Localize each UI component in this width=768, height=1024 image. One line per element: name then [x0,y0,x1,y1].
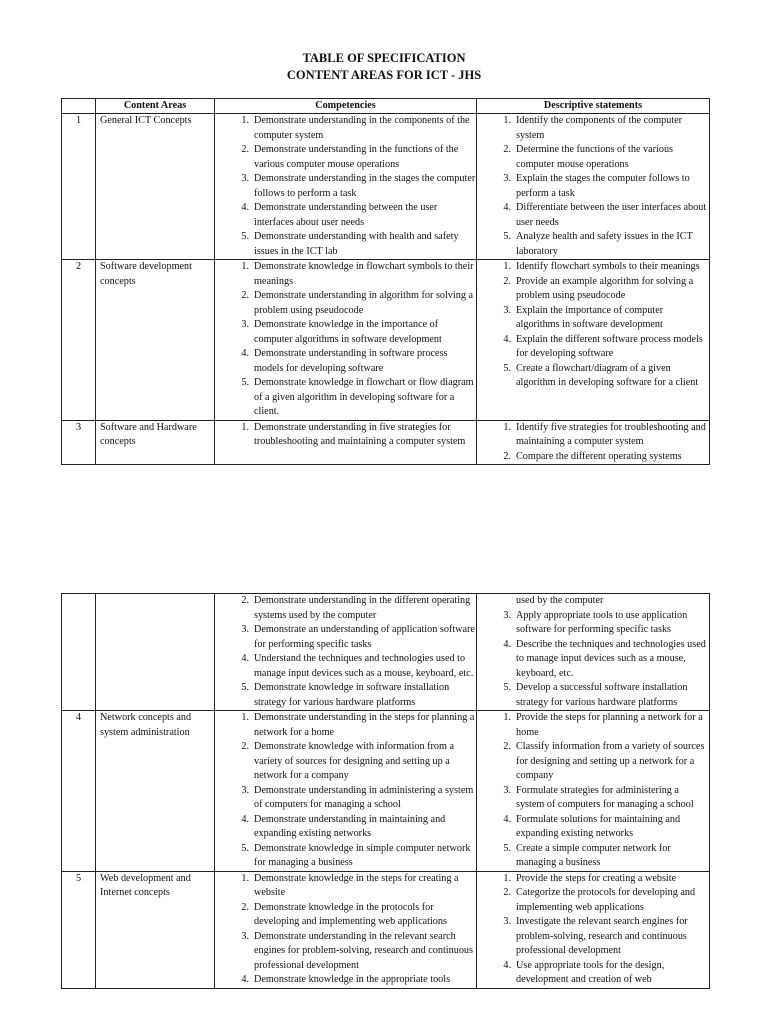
descriptive-statements-cell [477,420,710,465]
content-area: Software development concepts [96,260,215,421]
descriptive-statements-list [495,421,709,465]
list-item-number: 2. [241,595,249,606]
competencies-list [233,260,476,420]
list-item [233,421,476,450]
list-item-number: 3. [503,304,511,316]
list-item-number: 3. [241,319,249,330]
list-item-text: Identify five strategies for troubleshooting and maintaining a computer system [516,421,706,447]
list-item-text: Demonstrate understanding in the stages the computer follows to perform a task [254,173,476,199]
list-item-text: Demonstrate knowledge with information from a variety of sources for designing and setting up a network for a company [254,741,455,781]
list-item-number: 2. [503,275,511,287]
row-number: 1 [62,114,96,260]
table-row [62,594,710,711]
list-item [233,230,476,259]
list-item-number: 3. [241,784,249,796]
list-item-number: 5. [241,682,249,693]
list-item-text: Create a flowchart/diagram of a given algorithm in developing software for a client [516,362,699,388]
list-item [233,594,476,623]
list-item-text: Identify the components of the computer system [516,115,683,141]
list-item [495,959,709,988]
list-item-text: Determine the functions of the various computer mouse operations [516,144,674,170]
list-item-number: 3. [241,173,249,184]
list-item-number: 5. [503,231,511,242]
list-item-text: Demonstrate understanding in the steps for planning a network for a home [254,712,475,738]
list-item-text: Demonstrate understanding in the components of the computer system [254,115,470,141]
competencies-list [233,872,476,988]
competencies-list [233,594,476,710]
descriptive-statements-cell [477,260,710,421]
list-item-text: Demonstrate knowledge in the steps for creating a website [254,872,459,898]
list-item-text: Demonstrate knowledge in flowchart symbols to their meanings [254,261,474,287]
list-item-number: 3. [241,930,249,942]
list-item [495,784,709,813]
list-item-number: 4. [241,202,249,213]
list-item-number: 4. [503,333,511,345]
list-item-number: 2. [503,144,511,155]
list-item [495,114,709,143]
list-item-number: 4. [241,813,249,825]
list-item-number: 5. [241,231,249,242]
list-item-text: Understand the techniques and technologies used to manage input devices such as a mouse, keyboard, etc. [254,653,474,679]
list-item-text: Provide an example algorithm for solving a problem using pseudocode [516,275,694,301]
list-item-text: Formulate strategies for administering a system of computers for managing a school [516,784,694,810]
list-item-text: Demonstrate understanding in software process models for developing software [254,348,448,374]
list-item-text: Demonstrate knowledge in the protocols for developing and implementing web applications [254,901,447,927]
list-item [233,376,476,420]
list-item-number: 5. [503,842,511,854]
content-area: Software and Hardware concepts [96,420,215,465]
list-item-text: Demonstrate knowledge in the importance of computer algorithms in software development [254,319,442,345]
competencies-cell [215,114,477,260]
list-item [233,842,476,871]
list-item-text: Classify information from a variety of sources for designing and setting up a network for a company [516,741,705,781]
competencies-list [233,114,476,259]
competencies-cell [215,711,477,872]
header-descriptive-statements: Descriptive statements [477,99,710,114]
list-item [495,872,709,887]
table-row [62,260,710,421]
list-item-text: Compare the different operating systems [516,450,682,462]
row-number: 3 [62,420,96,465]
header-competencies: Competencies [215,99,477,114]
list-item [233,260,476,289]
list-item-text: Explain the importance of computer algorithms in software development [516,304,664,330]
list-item [495,711,709,740]
list-item-number [495,594,516,609]
list-item-text: Use appropriate tools for the design, development and creation of web [516,959,665,985]
list-item [233,289,476,318]
header-content-areas: Content Areas [96,99,215,114]
competencies-cell [215,871,477,988]
list-item [495,260,709,275]
list-item-number: 4. [503,959,511,971]
list-item [233,681,476,710]
list-item-number: 4. [503,202,511,213]
list-item-number: 1. [503,712,511,723]
list-item [495,886,709,915]
list-item-number: 1. [241,421,249,433]
list-item [495,172,709,201]
list-item-number: 4. [241,653,249,664]
descriptive-statements-list [495,711,709,871]
list-item [495,638,709,682]
list-item-text: Identify flowchart symbols to their meanings [516,261,700,272]
list-item [495,304,709,333]
list-item-number: 1. [241,115,249,126]
list-item-text: Explain the stages the computer follows to perform a task [516,173,690,199]
list-item-number: 2. [241,144,249,155]
list-item-number: 5. [503,362,511,374]
table-header-row [62,99,710,114]
competencies-list [233,711,476,871]
list-item-text: Demonstrate understanding between the user interfaces about user needs [254,202,438,228]
descriptive-statements-list [495,872,709,988]
list-item [233,347,476,376]
content-area: Network concepts and system administration [96,711,215,872]
list-item [233,172,476,201]
list-item-number: 4. [241,974,249,985]
list-item-text: Demonstrate understanding in the different operating systems used by the computer [254,595,471,621]
list-item-text: Analyze health and safety issues in the ICT laboratory [516,231,693,257]
list-item-number: 3. [503,173,511,184]
list-item-text: Describe the techniques and technologies used to manage input devices such as a mouse, keyboard, etc. [516,638,706,679]
list-item-number: 1. [503,115,511,126]
competencies-cell [215,420,477,465]
content-area [96,594,215,711]
list-item-number: 1. [503,421,511,433]
list-item-number: 5. [241,842,249,854]
list-item-text: Provide the steps for creating a website [516,872,677,884]
descriptive-statements-list [495,260,709,391]
list-item-number: 2. [241,901,249,913]
document-title: TABLE OF SPECIFICATION [302,51,466,65]
list-item-text: Create a simple computer network for managing a business [516,842,671,868]
list-item-text: Demonstrate understanding in the relevant search engines for problem-solving, research and continuous professional development [254,930,473,971]
list-item-number: 5. [503,682,511,693]
descriptive-statements-cell [477,711,710,872]
competencies-cell [215,594,477,711]
header-number [62,99,96,114]
list-item [233,711,476,740]
list-item [495,915,709,959]
list-item-text: Investigate the relevant search engines for problem-solving, research and continuous professional development [516,916,688,956]
list-item-text: Formulate solutions for maintaining and expanding existing networks [516,813,681,839]
list-item-text: Demonstrate understanding in algorithm for solving a problem using pseudocode [254,290,473,316]
list-item [495,362,709,391]
content-area: General ICT Concepts [96,114,215,260]
row-number: 4 [62,711,96,872]
list-item [495,275,709,304]
list-item-text: Provide the steps for planning a network for a home [516,712,703,738]
list-item-text: Differentiate between the user interfaces about user needs [516,202,707,228]
list-item-number: 2. [241,741,249,752]
row-number [62,594,96,711]
list-item [495,450,709,465]
list-item-text: used by the computer [516,595,604,606]
list-item [495,681,709,710]
list-item [495,230,709,259]
document-subtitle: CONTENT AREAS FOR ICT - JHS [286,68,482,82]
table-row [62,114,710,260]
list-item [233,740,476,784]
list-item-number: 3. [503,916,511,927]
list-item-text: Demonstrate understanding in administering a system of computers for managing a school [254,784,474,810]
list-item-number: 2. [503,887,511,898]
row-number: 5 [62,871,96,988]
list-item [233,872,476,901]
list-item [495,609,709,638]
list-item-number: 3. [241,624,249,635]
list-item [233,901,476,930]
list-item [233,623,476,652]
list-item [495,201,709,230]
descriptive-statements-list [495,114,709,259]
list-item [233,930,476,974]
list-item-text: Develop a successful software installation strategy for various hardware platforms [516,682,688,708]
list-item-number: 5. [241,377,249,388]
row-number: 2 [62,260,96,421]
list-item-text: Demonstrate knowledge in flowchart or flow diagram of a given algorithm in developing software for a client. [254,377,474,417]
list-item-number: 1. [241,712,249,723]
specification-table-page-2 [61,593,710,989]
list-item-text: Categorize the protocols for developing and implementing web applications [516,887,696,913]
list-item-text: Demonstrate knowledge in simple computer network for managing a business [254,842,471,868]
descriptive-statements-cell [477,594,710,711]
list-item-text: Explain the different software process models for developing software [516,333,703,359]
list-item [233,143,476,172]
list-item [495,143,709,172]
descriptive-statements-cell [477,114,710,260]
list-item [495,740,709,784]
list-item-text: Demonstrate knowledge in software installation strategy for various hardware platforms [254,682,450,708]
list-item-number: 3. [503,609,511,621]
descriptive-statements-cell [477,871,710,988]
list-item [233,318,476,347]
list-item-text: Demonstrate understanding in maintaining and expanding existing networks [254,813,446,839]
list-item-number: 1. [503,261,511,272]
descriptive-statements-list [495,594,709,710]
list-item-text: Apply appropriate tools to use application software for performing specific tasks [516,609,688,635]
list-item-number: 2. [503,741,511,752]
list-item-text: Demonstrate understanding in the functions of the various computer mouse operations [254,144,459,170]
list-item-number: 1. [241,261,249,272]
competencies-cell [215,260,477,421]
list-item [233,201,476,230]
table-row [62,871,710,988]
list-item [495,333,709,362]
list-item-number: 4. [241,348,249,359]
list-item-number: 2. [503,450,511,462]
table-row [62,711,710,872]
list-item-text: Demonstrate knowledge in the appropriate tools [254,974,451,985]
specification-table-page-1 [61,98,710,465]
list-item [495,813,709,842]
list-item-number: 4. [503,813,511,825]
list-item [495,421,709,450]
list-item [495,842,709,871]
competencies-list [233,421,476,450]
list-item-number: 3. [503,784,511,796]
list-item-number: 1. [241,872,249,884]
list-item [233,652,476,681]
list-item-text: Demonstrate understanding in five strategies for troubleshooting and maintaining a computer system [254,421,466,447]
list-item [233,784,476,813]
table-row [62,420,710,465]
content-area: Web development and Internet concepts [96,871,215,988]
list-item [233,114,476,143]
list-item-text: Demonstrate understanding with health and safety issues in the ICT lab [254,231,459,257]
list-item-number: 2. [241,290,249,301]
list-item [495,594,709,609]
list-item [233,973,476,988]
list-item [233,813,476,842]
list-item-text: Demonstrate an understanding of application software for performing specific tasks [254,624,475,650]
list-item-number: 4. [503,638,511,650]
list-item-number: 1. [503,872,511,884]
